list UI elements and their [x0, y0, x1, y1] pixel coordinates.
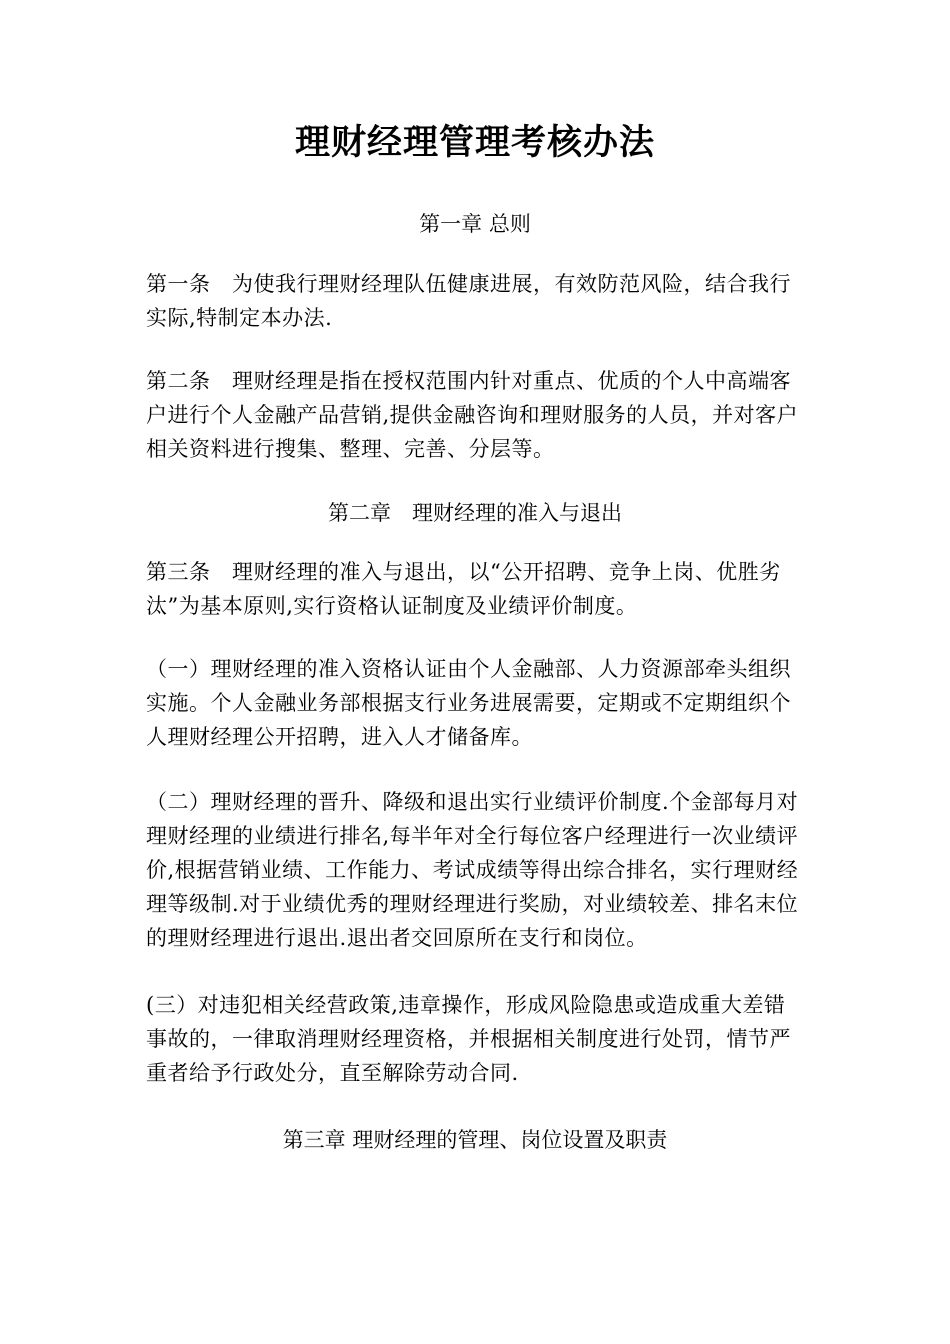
clause-1-paragraph: （一）理财经理的准入资格认证由个人金融部、人力资源部牵头组织实施。个人金融业务部根据支行业务进展需要，定期或不定期组织个人理财经理公开招聘，进入人才储备库。 [146, 657, 791, 749]
chapter-heading-1: 第一章 总则 [419, 212, 531, 236]
clause-3-paragraph: (三）对违犯相关经营政策,违章操作，形成风险隐患或造成重大差错事故的，一律取消理财经理资格，并根据相关制度进行处罚，情节严重者给予行政处分，直至解除劳动合同. [146, 993, 791, 1085]
chapter-heading-2: 第二章 理财经理的准入与退出 [328, 501, 622, 525]
article-3-paragraph: 第三条 理财经理的准入与退出，以“公开招聘、竞争上岗、优胜劣汰”为基本原则,实行资格认证制度及业绩评价制度。 [146, 560, 781, 618]
document-title: 理财经理管理考核办法 [294, 122, 655, 163]
clause-2-paragraph: （二）理财经理的晋升、降级和退出实行业绩评价制度.个金部每月对理财经理的业绩进行排名,每半年对全行每位客户经理进行一次业绩评价,根据营销业绩、工作能力、考试成绩等得出综合排名，实行理财经理等级制.对于业绩优秀的理财经理进行奖励，对业绩较差、排名末位的理财经理进行退出.退出者交回原所在支行和岗位。 [146, 790, 799, 950]
article-2-paragraph: 第二条 理财经理是指在授权范围内针对重点、优质的个人中高端客户进行个人金融产品营销,提供金融咨询和理财服务的人员，并对客户相关资料进行搜集、整理、完善、分层等。 [146, 369, 799, 461]
article-1-paragraph: 第一条 为使我行理财经理队伍健康进展，有效防范风险，结合我行实际,特制定本办法. [146, 272, 791, 330]
chapter-heading-3: 第三章 理财经理的管理、岗位设置及职责 [282, 1128, 668, 1152]
